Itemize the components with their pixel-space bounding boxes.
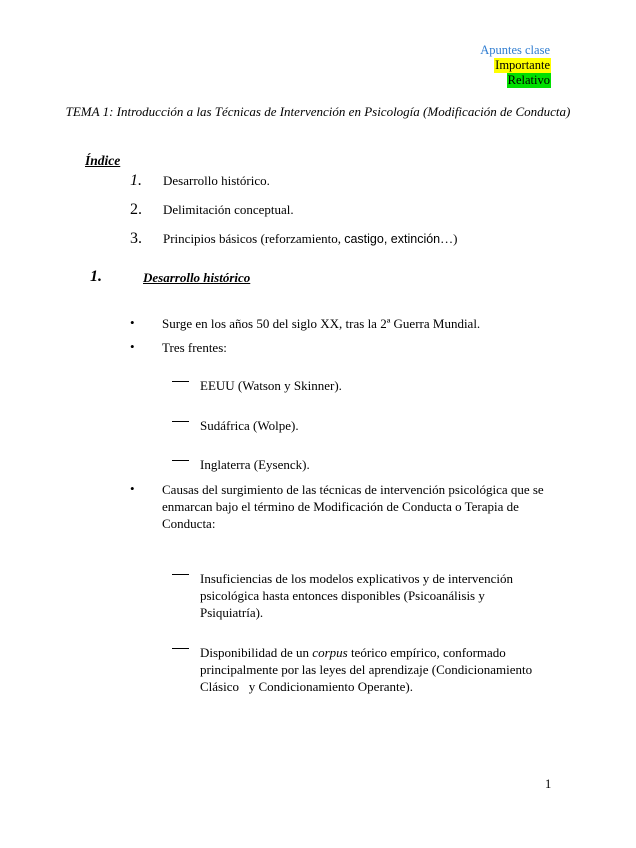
dash-icon bbox=[172, 460, 189, 461]
toc-item-3 bbox=[130, 230, 457, 248]
section-title: Desarrollo histórico bbox=[143, 270, 251, 285]
cause-item: Insuficiencias de los modelos explicativos y de intervención psicológica hasta entonces disponibles (Psicoanálisis y Psiquiatría). bbox=[200, 571, 513, 620]
legend-importante: Importante bbox=[495, 58, 550, 72]
bullet-text: Surge en los años 50 del siglo XX, tras la 2ª Guerra Mundial. bbox=[162, 316, 481, 331]
cause-text-italic: corpus bbox=[312, 645, 348, 660]
legend-apuntes: Apuntes clase bbox=[480, 43, 550, 57]
toc-text-sans: castigo, extinción bbox=[344, 232, 441, 246]
toc-number: 1. bbox=[130, 172, 142, 189]
bullet-text: Tres frentes: bbox=[162, 340, 227, 355]
toc-text: Principios básicos (reforzamiento, bbox=[163, 231, 345, 246]
document-title: TEMA 1: Introducción a las Técnicas de Intervención en Psicología (Modificación de Conducta) bbox=[65, 104, 571, 119]
bullet-icon: • bbox=[130, 481, 135, 496]
color-legend bbox=[479, 43, 551, 88]
section-number: 1. bbox=[90, 268, 102, 285]
toc-item-1 bbox=[130, 172, 270, 190]
cause-item bbox=[200, 644, 552, 695]
toc-text: Delimitación conceptual. bbox=[163, 202, 294, 217]
dash-icon bbox=[172, 421, 189, 422]
page-number: 1 bbox=[545, 777, 552, 791]
front-item: Sudáfrica (Wolpe). bbox=[200, 418, 299, 433]
index-heading: Índice bbox=[85, 153, 121, 168]
dash-icon bbox=[172, 574, 189, 575]
cause-text: Disponibilidad de un bbox=[200, 645, 313, 660]
front-item: Inglaterra (Eysenck). bbox=[200, 457, 310, 472]
toc-text-end: …) bbox=[440, 231, 458, 246]
dash-icon bbox=[172, 381, 189, 382]
bullet-text: Causas del surgimiento de las técnicas de intervención psicológica que se enmarcan bajo el término de Modificación de Conducta o Terapia de Conducta: bbox=[162, 482, 544, 531]
front-item: EEUU (Watson y Skinner). bbox=[200, 378, 342, 393]
toc-number: 3. bbox=[130, 230, 142, 247]
bullet-icon: • bbox=[130, 339, 135, 354]
bullet-icon: • bbox=[130, 315, 135, 330]
toc-text: Desarrollo histórico. bbox=[163, 173, 270, 188]
cause-text-end: teórico empírico, conformado principalmente por las leyes del aprendizaje (Condicionamiento Clásico y Condicionamiento Operante). bbox=[200, 645, 536, 694]
toc-item-2 bbox=[130, 201, 294, 219]
dash-icon bbox=[172, 648, 189, 649]
toc-number: 2. bbox=[130, 201, 142, 218]
legend-relativo: Relativo bbox=[507, 73, 550, 87]
